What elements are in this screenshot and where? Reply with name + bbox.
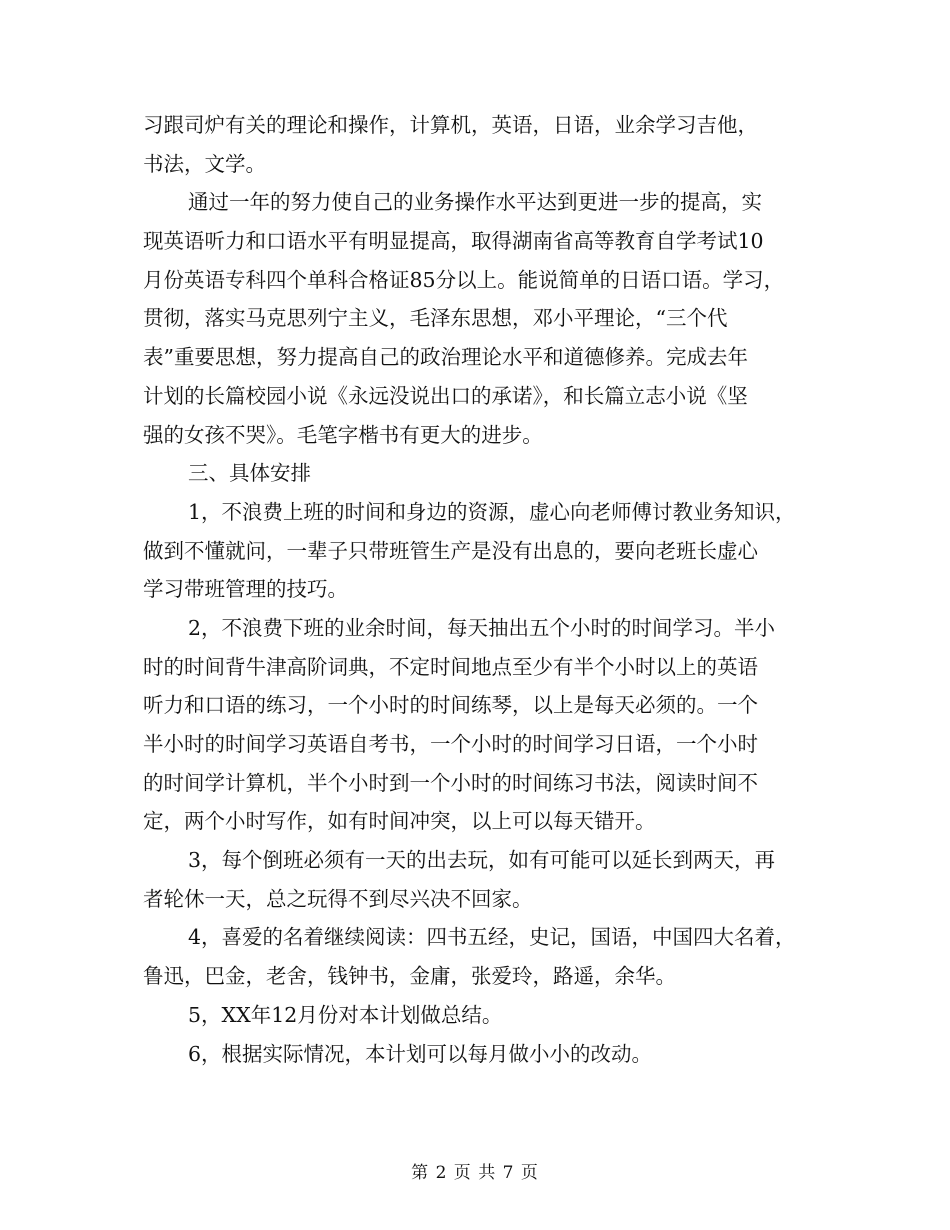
list-item-1 <box>143 493 833 609</box>
text-line: 5，XX年12月份对本计划做总结。 <box>188 1002 503 1027</box>
paragraph-goals <box>143 183 833 454</box>
text-line: 做到不懂就问，一辈子只带班管生产是没有出息的，要向老班长虚心 <box>143 538 758 563</box>
page-number-footer: 第 2 页 共 7 页 <box>411 1163 539 1183</box>
text-line: 4，喜爱的名着继续阅读：四书五经，史记，国语，中国四大名着， <box>188 925 796 950</box>
document-body <box>143 106 833 1073</box>
text-line: 贯彻，落实马克思列宁主义，毛泽东思想，邓小平理论，“三个代 <box>143 306 728 331</box>
list-item-3 <box>143 841 833 918</box>
text-line: 的时间学计算机，半个小时到一个小时的时间练习书法，阅读时间不 <box>143 770 758 795</box>
list-item-6 <box>143 1035 833 1074</box>
text-line: 学习带班管理的技巧。 <box>143 577 348 602</box>
list-item-2 <box>143 609 833 841</box>
text-line: 者轮休一天，总之玩得不到尽兴决不回家。 <box>143 886 533 911</box>
section-heading <box>143 454 833 493</box>
text-line: 2，不浪费下班的业余时间，每天抽出五个小时的时间学习。半小 <box>188 615 776 640</box>
text-line: 计划的长篇校园小说《永远没说出口的承诺》，和长篇立志小说《坚 <box>143 383 748 408</box>
paragraph-continuation <box>143 106 833 183</box>
heading-text: 三、具体安排 <box>188 461 311 486</box>
list-item-5 <box>143 996 833 1035</box>
text-line: 3，每个倒班必须有一天的出去玩，如有可能可以延长到两天，再 <box>188 848 776 873</box>
text-line: 书法，文学。 <box>143 151 266 176</box>
text-line: 月份英语专科四个单科合格证85分以上。能说简单的日语口语。学习， <box>143 267 785 292</box>
list-item-4 <box>143 918 833 995</box>
text-line: 时的时间背牛津高阶词典，不定时间地点至少有半个小时以上的英语 <box>143 654 758 679</box>
text-line: 通过一年的努力使自己的业务操作水平达到更进一步的提高，实 <box>188 190 762 215</box>
text-line: 现英语听力和口语水平有明显提高，取得湖南省高等教育自学考试10 <box>143 229 764 254</box>
text-line: 1，不浪费上班的时间和身边的资源，虚心向老师傅讨教业务知识， <box>188 499 796 524</box>
text-line: 半小时的时间学习英语自考书，一个小时的时间学习日语，一个小时 <box>143 732 758 756</box>
text-line: 强的女孩不哭》。毛笔字楷书有更大的进步。 <box>143 422 543 447</box>
text-line: 表”重要思想，努力提高自己的政治理论水平和道德修养。完成去年 <box>143 345 748 370</box>
text-line: 听力和口语的练习，一个小时的时间练琴，以上是每天必须的。一个 <box>143 693 758 718</box>
text-line: 6，根据实际情况，本计划可以每月做小小的改动。 <box>188 1041 653 1066</box>
text-line: 习跟司炉有关的理论和操作，计算机，英语，日语，业余学习吉他， <box>143 113 758 137</box>
text-line: 鲁迅，巴金，老舍，钱钟书，金庸，张爱玲，路遥，余华。 <box>143 964 676 989</box>
text-line: 定，两个小时写作，如有时间冲突，以上可以每天错开。 <box>143 809 656 834</box>
